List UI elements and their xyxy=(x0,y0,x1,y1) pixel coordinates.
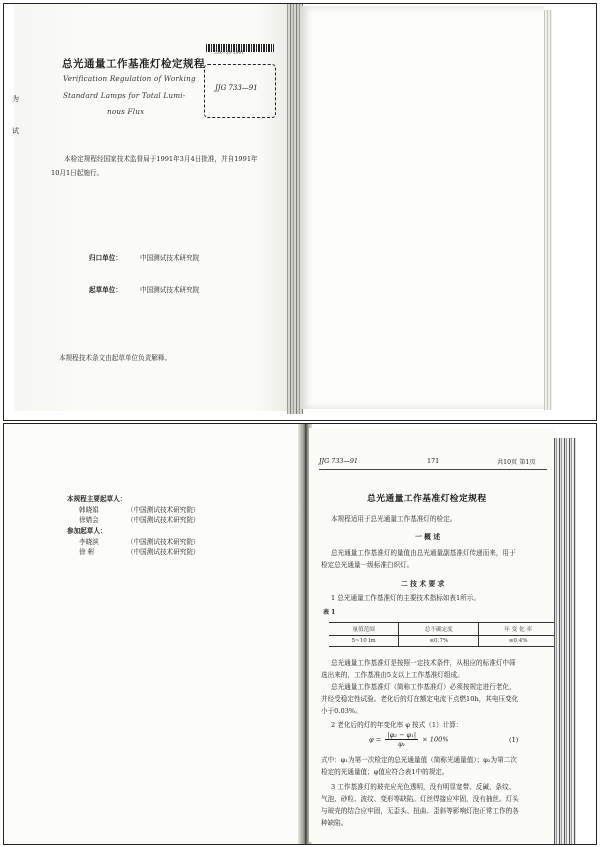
table-header-cell: 年 变 化 率 xyxy=(479,623,557,636)
drafter-org: （中国测试技术研究院） xyxy=(127,506,200,514)
table-header-row xyxy=(329,623,557,636)
drafters-page xyxy=(4,424,304,844)
body-text: 选出来的，工作基准由5支以上工作基准灯组成。 xyxy=(321,671,464,679)
table-cell: 5~10 lm xyxy=(329,636,399,647)
table-cell: ≤0.7% xyxy=(399,636,479,647)
formula xyxy=(369,731,449,748)
unit-value: 中国测试技术研究院 xyxy=(140,254,200,262)
table-header-cell: 总不确定度 xyxy=(399,623,479,636)
page-title: 总光通量工作基准灯检定规程 xyxy=(367,494,487,504)
body-text: 总光通量工作基准灯（简称工作基准灯）必须按规定进行老化， xyxy=(331,683,516,691)
table-header-cell: 量值范围 xyxy=(329,623,399,636)
participant-org: （中国测试技术研究院） xyxy=(127,548,200,556)
unit-label: 起草单位： xyxy=(89,286,122,294)
drafter-name: 徐婧会 xyxy=(79,516,99,524)
spec-table xyxy=(329,622,557,647)
page-edges xyxy=(554,438,576,844)
section-heading: 一 概 述 xyxy=(415,533,441,541)
item-text: 种缺陷。 xyxy=(321,819,348,827)
formula-number: (1) xyxy=(509,736,519,744)
participant-org: （中国测试技术研究院） xyxy=(127,538,200,546)
bottom-scan-frame xyxy=(3,423,597,845)
participant-name: 李晓滨 xyxy=(79,538,99,546)
item-text: 3 工作基准灯的玻壳应光色透明，没有明显宽带、反碱、条纹、 xyxy=(331,783,516,791)
header-code: JJG 733—91 xyxy=(319,457,358,465)
item-text: 与玻壳的结合应牢固，无歪头、扭曲、歪斜等影响灯泡正常工作的各 xyxy=(321,807,519,815)
body-text: 总光通量工作基准灯的量值由总光通量副基准灯传递而来，用于 xyxy=(331,549,516,557)
regulation-page xyxy=(309,428,554,842)
body-text: 小于0.03%。 xyxy=(321,707,362,715)
body-text: 式中：φ₁为第一次检定的总光通量值（简称光通量值）；φ₂为第二次 xyxy=(321,756,517,764)
formula-denominator: φ₁ xyxy=(398,740,406,748)
regulation-code: JJG 733—91 xyxy=(215,84,258,92)
drafter-org: （中国测试技术研究院） xyxy=(127,516,200,524)
footnote: 本规程技术条文由起草单位负责解释。 xyxy=(59,354,172,362)
cover-title: 总光通量工作基准灯检定规程 xyxy=(62,58,205,70)
top-scan-frame xyxy=(3,3,597,421)
participants-title: 参加起草人： xyxy=(67,527,107,535)
page-edges xyxy=(544,10,552,410)
table-label: 表 1 xyxy=(323,609,336,616)
approval-text: 10月1日起施行。 xyxy=(51,169,104,177)
header-rule xyxy=(319,469,547,470)
cover-title-en: nous Flux xyxy=(107,107,145,116)
approval-text: 本检定规程经国家技术监督局于1991年3月4日批准，并自1991年 xyxy=(64,155,258,163)
drafter-name: 韩晓娟 xyxy=(79,506,99,514)
item-text: 气泡、砂粒、波纹、变形等缺陷。灯丝焊接应牢固，没有抽丝。灯头 xyxy=(321,795,519,803)
page-number: 171 xyxy=(427,457,440,465)
cover-page xyxy=(14,4,297,411)
unit-label: 归口单位： xyxy=(89,254,122,262)
drafters-title: 本规程主要起草人： xyxy=(67,495,127,503)
intro-text: 本规程适用于总光通量工作基准灯的检定。 xyxy=(331,515,457,523)
cover-title-en: Standard Lamps for Total Lumi- xyxy=(63,91,186,100)
item-text: 2 老化后的灯的年变化率 φ 按式（1）计算： xyxy=(331,721,463,729)
section-heading: 二 技 术 要 求 xyxy=(401,580,445,588)
margin-char: 试 xyxy=(12,127,19,135)
cover-title-en: Verification Regulation of Working xyxy=(63,74,196,83)
body-text: 总光通量工作基准灯是按照一定技术条件，从相应的标准灯中筛 xyxy=(331,659,516,667)
participant-name: 徐 彬 xyxy=(79,548,95,556)
body-text: 检定的光通量值；φ值应符合表1中的规定。 xyxy=(321,768,449,776)
formula-lhs: φ = xyxy=(369,735,382,744)
unit-value: 中国测试技术研究院 xyxy=(140,286,200,294)
table-cell: ≤0.4% xyxy=(479,636,557,647)
formula-numerator: |φ₂ − φ₁| xyxy=(387,731,417,739)
formula-fraction xyxy=(385,731,418,748)
table-row xyxy=(329,636,557,647)
barcode-number: 330733-1991 xyxy=(214,51,245,56)
page-total: 共10页 第1页 xyxy=(497,459,536,466)
item-text: 1 总光通量工作基准灯的主要技术指标如表1所示。 xyxy=(331,594,480,602)
body-text: 并经受稳定性试验。老化后的灯在额定电流下点燃10h，其电压变化 xyxy=(321,695,519,703)
margin-char: 为 xyxy=(12,95,19,103)
blank-page xyxy=(300,6,544,409)
formula-rhs: × 100% xyxy=(422,735,449,744)
body-text: 检定总光通量一级标准白炽灯。 xyxy=(321,561,414,569)
